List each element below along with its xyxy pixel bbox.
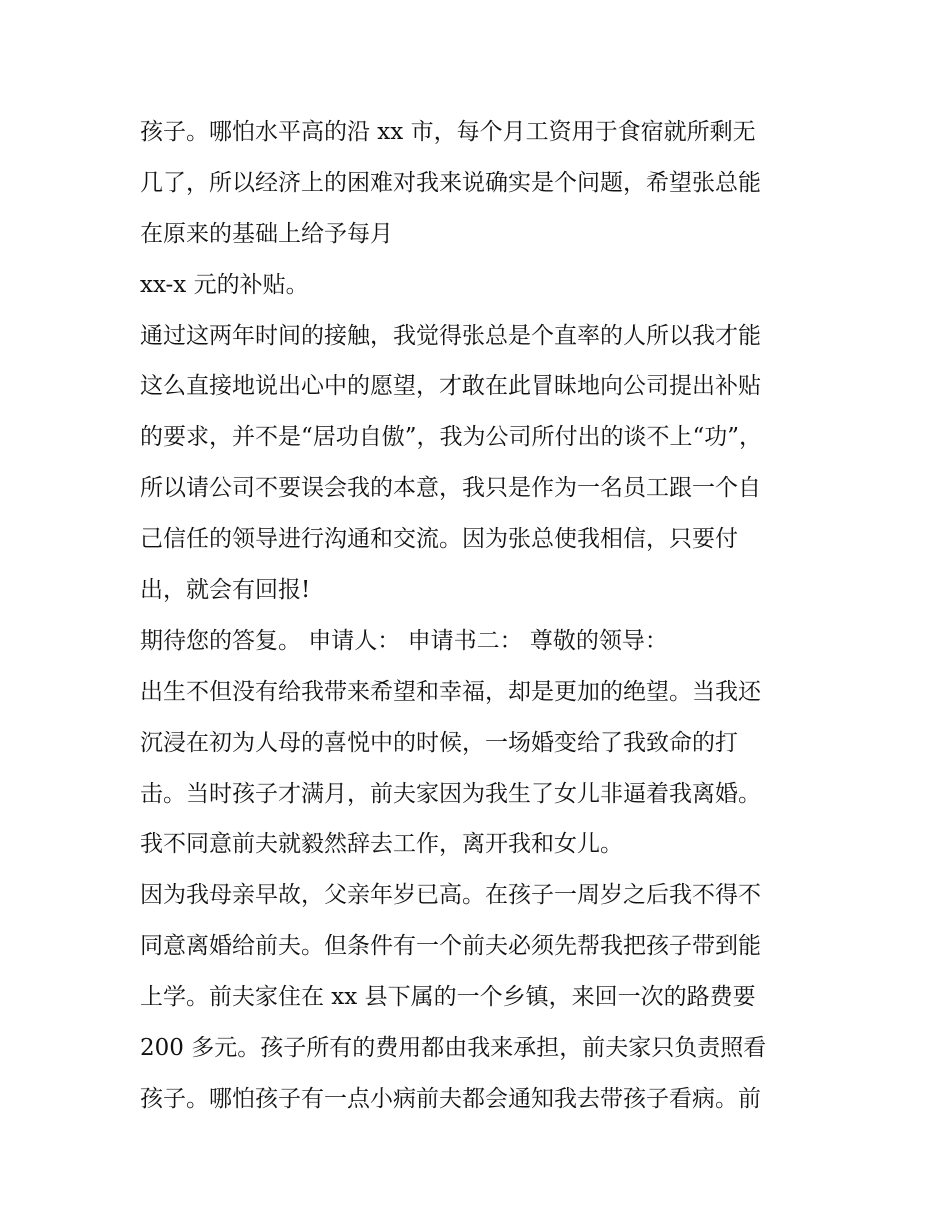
text-line: xx-x 元的补贴。 — [140, 271, 309, 298]
text-line: 出生不但没有给我带来希望和幸福，却是更加的绝望。当我还 — [140, 678, 761, 705]
text-line: 这么直接地说出心中的愿望，才敢在此冒昧地向公司提出补贴 — [140, 373, 761, 400]
text-line: 的要求，并不是“居功自傲”，我为公司所付出的谈不上“功”， — [140, 424, 763, 451]
text-line: 出，就会有回报! — [140, 577, 311, 604]
text-line: 几了，所以经济上的困难对我来说确实是个问题，希望张总能 — [140, 169, 761, 196]
text-line: 所以请公司不要误会我的本意，我只是作为一名员工跟一个自 — [140, 475, 761, 502]
text-line: 期待您的答复。 申请人： 申请书二： 尊敬的领导： — [140, 627, 668, 654]
text-line: 200 多元。孩子所有的费用都由我来承担，前夫家只负责照看 — [140, 1035, 767, 1062]
text-line: 沉浸在初为人母的喜悦中的时候，一场婚变给了我致命的打 — [140, 729, 738, 756]
text-line: 击。当时孩子才满月，前夫家因为我生了女儿非逼着我离婚。 — [140, 780, 761, 807]
text-line: 上学。前夫家住在 xx 县下属的一个乡镇，来回一次的路费要 — [140, 984, 756, 1011]
text-line: 因为我母亲早故，父亲年岁已高。在孩子一周岁之后我不得不 — [140, 882, 761, 909]
text-line: 孩子。哪怕水平高的沿 xx 市，每个月工资用于食宿就所剩无 — [140, 119, 756, 145]
text-line: 在原来的基础上给予每月 — [140, 220, 393, 247]
text-line: 通过这两年时间的接触，我觉得张总是个直率的人所以我才能 — [140, 322, 761, 349]
text-line: 己信任的领导进行沟通和交流。因为张总使我相信，只要付 — [140, 526, 738, 553]
document-body — [140, 107, 820, 1125]
text-line: 我不同意前夫就毅然辞去工作，离开我和女儿。 — [140, 831, 623, 858]
text-line: 孩子。哪怕孩子有一点小病前夫都会通知我去带孩子看病。前 — [140, 1085, 761, 1112]
text-line: 同意离婚给前夫。但条件有一个前夫必须先帮我把孩子带到能 — [140, 933, 761, 960]
